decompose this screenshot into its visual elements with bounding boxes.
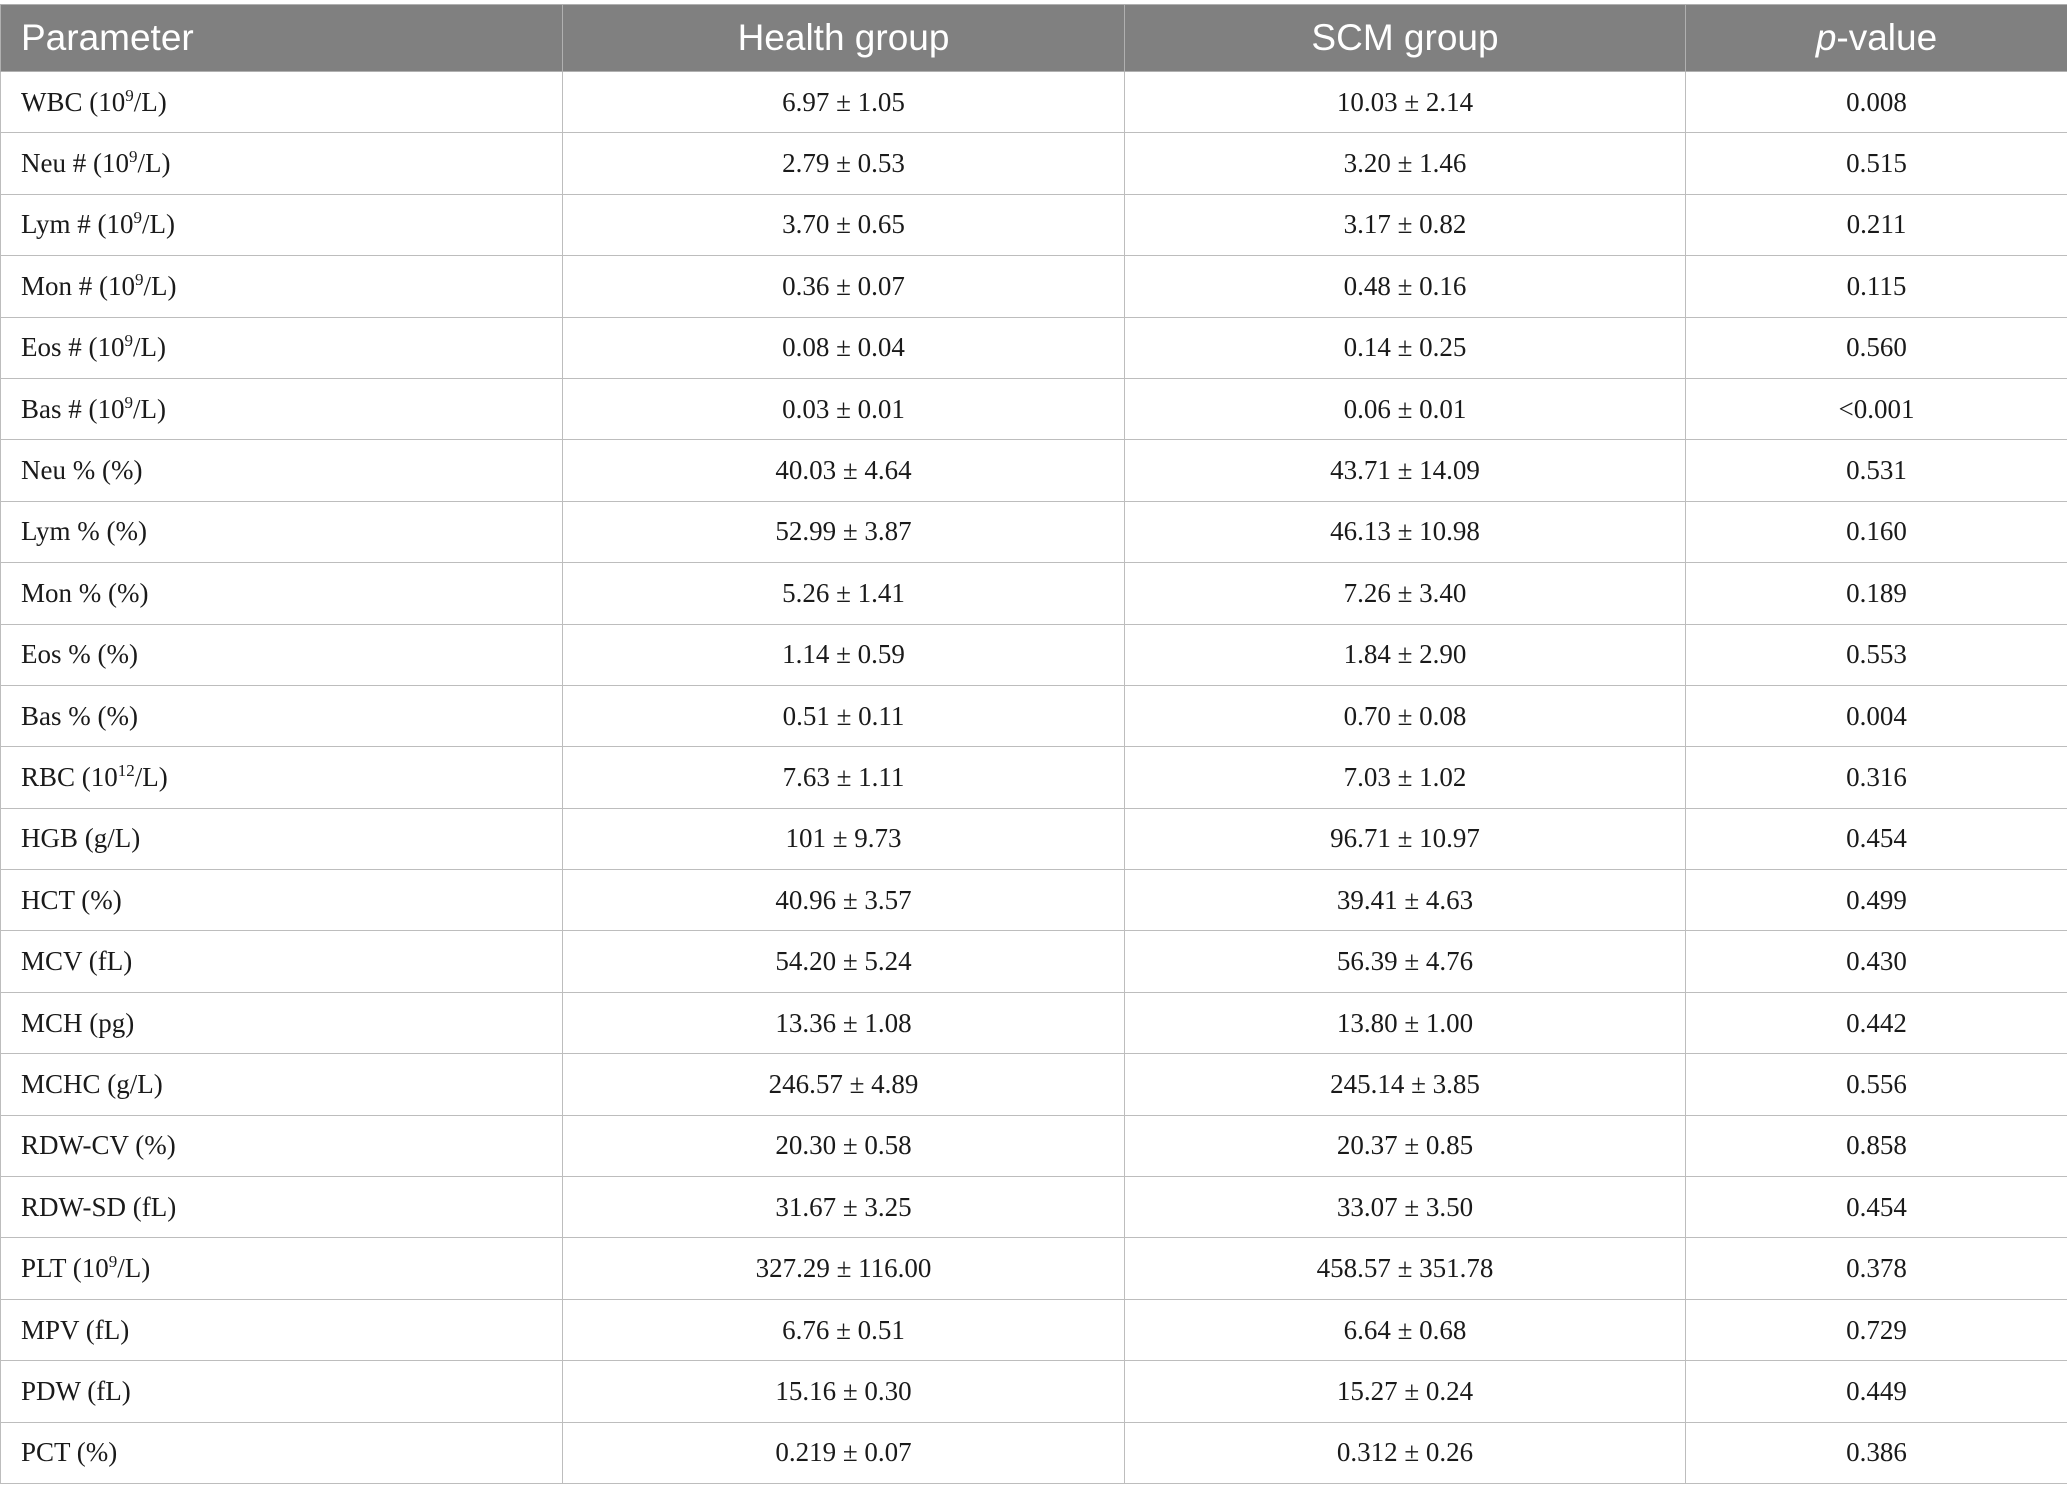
- scm-group-cell: 10.03 ± 2.14: [1125, 72, 1686, 133]
- parameter-name: HCT (%): [21, 884, 122, 915]
- scm-group-cell: 43.71 ± 14.09: [1125, 440, 1686, 501]
- scm-group-cell: 458.57 ± 351.78: [1125, 1238, 1686, 1299]
- p-value-cell: 0.189: [1686, 563, 2067, 624]
- health-group-cell: 15.16 ± 0.30: [563, 1361, 1125, 1422]
- parameter-unit-suffix: /L): [133, 332, 166, 363]
- p-value-cell: 0.442: [1686, 992, 2067, 1053]
- parameter-name: Neu % (%): [21, 455, 143, 486]
- table-row: [1, 624, 2067, 685]
- table-row: [1, 931, 2067, 992]
- parameter-name: Eos # (10: [21, 332, 125, 363]
- parameter-cell: [1, 194, 563, 255]
- scm-group-cell: 3.17 ± 0.82: [1125, 194, 1686, 255]
- scm-group-cell: 15.27 ± 0.24: [1125, 1361, 1686, 1422]
- parameter-cell: [1, 501, 563, 562]
- table-row: [1, 1299, 2067, 1360]
- table-row: [1, 317, 2067, 378]
- parameter-cell: [1, 1115, 563, 1176]
- p-value-cell: 0.454: [1686, 1177, 2067, 1238]
- table-row: [1, 685, 2067, 746]
- parameter-cell: [1, 624, 563, 685]
- scm-group-cell: 56.39 ± 4.76: [1125, 931, 1686, 992]
- parameter-name: Mon # (10: [21, 270, 135, 301]
- parameter-name: PCT (%): [21, 1437, 118, 1468]
- parameter-exponent: 9: [124, 331, 133, 351]
- p-value-cell: 0.556: [1686, 1054, 2067, 1115]
- health-group-cell: 52.99 ± 3.87: [563, 501, 1125, 562]
- health-group-cell: 0.03 ± 0.01: [563, 378, 1125, 439]
- parameter-unit-suffix: /L): [137, 148, 171, 179]
- parameter-exponent: 9: [124, 392, 133, 412]
- health-group-cell: 2.79 ± 0.53: [563, 133, 1125, 194]
- parameter-unit-suffix: /L): [143, 270, 177, 301]
- parameter-cell: [1, 317, 563, 378]
- header-scm-group: SCM group: [1125, 5, 1686, 72]
- p-value-cell: 0.449: [1686, 1361, 2067, 1422]
- parameter-unit-suffix: /L): [134, 761, 168, 792]
- parameter-cell: [1, 747, 563, 808]
- parameter-cell: [1, 1177, 563, 1238]
- parameter-name: Lym # (10: [21, 209, 134, 240]
- health-group-cell: 327.29 ± 116.00: [563, 1238, 1125, 1299]
- table-row: [1, 808, 2067, 869]
- table-row: [1, 440, 2067, 501]
- parameter-name: HGB (g/L): [21, 823, 141, 854]
- health-group-cell: 31.67 ± 3.25: [563, 1177, 1125, 1238]
- parameter-cell: [1, 440, 563, 501]
- p-value-cell: 0.430: [1686, 931, 2067, 992]
- parameter-exponent: 9: [135, 269, 144, 289]
- parameter-cell: [1, 133, 563, 194]
- p-value-cell: 0.160: [1686, 501, 2067, 562]
- table-row: [1, 256, 2067, 317]
- parameter-cell: [1, 563, 563, 624]
- scm-group-cell: 20.37 ± 0.85: [1125, 1115, 1686, 1176]
- parameter-exponent: 9: [128, 147, 138, 167]
- scm-group-cell: 0.70 ± 0.08: [1125, 685, 1686, 746]
- parameter-cell: [1, 992, 563, 1053]
- health-group-cell: 6.76 ± 0.51: [563, 1299, 1125, 1360]
- parameter-cell: [1, 931, 563, 992]
- parameter-name: RDW-CV (%): [21, 1130, 176, 1161]
- scm-group-cell: 0.312 ± 0.26: [1125, 1422, 1686, 1483]
- parameter-name: Lym % (%): [21, 516, 147, 547]
- header-p-rest: -value: [1836, 17, 1938, 58]
- table-row: [1, 1177, 2067, 1238]
- p-value-cell: 0.499: [1686, 870, 2067, 931]
- table-row: [1, 992, 2067, 1053]
- health-group-cell: 6.97 ± 1.05: [563, 72, 1125, 133]
- header-p-italic: p: [1815, 17, 1837, 58]
- p-value-cell: 0.553: [1686, 624, 2067, 685]
- parameter-unit-suffix: /L): [133, 393, 166, 424]
- health-group-cell: 1.14 ± 0.59: [563, 624, 1125, 685]
- scm-group-cell: 1.84 ± 2.90: [1125, 624, 1686, 685]
- parameter-cell: [1, 685, 563, 746]
- table-row: [1, 870, 2067, 931]
- parameter-exponent: 9: [133, 208, 142, 228]
- scm-group-cell: 7.03 ± 1.02: [1125, 747, 1686, 808]
- table-row: [1, 194, 2067, 255]
- table-row: [1, 1422, 2067, 1483]
- parameter-cell: [1, 1361, 563, 1422]
- table-row: [1, 72, 2067, 133]
- scm-group-cell: 0.06 ± 0.01: [1125, 378, 1686, 439]
- parameter-name: Mon % (%): [21, 577, 149, 608]
- table-header: [1, 5, 2067, 72]
- scm-group-cell: 3.20 ± 1.46: [1125, 133, 1686, 194]
- health-group-cell: 0.51 ± 0.11: [563, 685, 1125, 746]
- p-value-cell: 0.858: [1686, 1115, 2067, 1176]
- parameter-name: MCHC (g/L): [21, 1068, 163, 1099]
- scm-group-cell: 13.80 ± 1.00: [1125, 992, 1686, 1053]
- parameter-exponent: 9: [125, 85, 134, 105]
- parameter-name: PLT (10: [21, 1253, 109, 1284]
- parameter-exponent: 9: [108, 1252, 118, 1272]
- p-value-cell: 0.454: [1686, 808, 2067, 869]
- p-value-cell: 0.560: [1686, 317, 2067, 378]
- p-value-cell: 0.531: [1686, 440, 2067, 501]
- table-row: [1, 378, 2067, 439]
- p-value-cell: 0.386: [1686, 1422, 2067, 1483]
- table-row: [1, 747, 2067, 808]
- scm-group-cell: 33.07 ± 3.50: [1125, 1177, 1686, 1238]
- scm-group-cell: 46.13 ± 10.98: [1125, 501, 1686, 562]
- p-value-cell: 0.008: [1686, 72, 2067, 133]
- parameter-name: Eos % (%): [21, 639, 138, 670]
- data-table: [0, 4, 2067, 1484]
- health-group-cell: 0.36 ± 0.07: [563, 256, 1125, 317]
- parameter-name: MCV (fL): [21, 946, 133, 977]
- parameter-name: Neu # (10: [21, 148, 129, 179]
- scm-group-cell: 0.14 ± 0.25: [1125, 317, 1686, 378]
- parameter-unit-suffix: /L): [133, 86, 167, 117]
- table-row: [1, 1361, 2067, 1422]
- health-group-cell: 246.57 ± 4.89: [563, 1054, 1125, 1115]
- parameter-cell: [1, 1054, 563, 1115]
- scm-group-cell: 39.41 ± 4.63: [1125, 870, 1686, 931]
- parameter-name: MCH (pg): [21, 1007, 135, 1038]
- health-group-cell: 40.96 ± 3.57: [563, 870, 1125, 931]
- health-group-cell: 0.219 ± 0.07: [563, 1422, 1125, 1483]
- parameter-name: Bas % (%): [21, 700, 138, 731]
- parameter-unit-suffix: /L): [142, 209, 175, 240]
- health-group-cell: 0.08 ± 0.04: [563, 317, 1125, 378]
- scm-group-cell: 7.26 ± 3.40: [1125, 563, 1686, 624]
- table-row: [1, 1115, 2067, 1176]
- table-row: [1, 1054, 2067, 1115]
- parameter-unit-suffix: /L): [117, 1253, 151, 1284]
- parameter-exponent: 12: [117, 760, 135, 780]
- parameter-name: WBC (10: [21, 86, 126, 117]
- p-value-cell: 0.729: [1686, 1299, 2067, 1360]
- scm-group-cell: 6.64 ± 0.68: [1125, 1299, 1686, 1360]
- parameter-cell: [1, 870, 563, 931]
- header-health-group: Health group: [563, 5, 1125, 72]
- parameter-name: Bas # (10: [21, 393, 125, 424]
- p-value-cell: 0.211: [1686, 194, 2067, 255]
- scm-group-cell: 245.14 ± 3.85: [1125, 1054, 1686, 1115]
- p-value-cell: 0.378: [1686, 1238, 2067, 1299]
- parameter-cell: [1, 1422, 563, 1483]
- table-row: [1, 133, 2067, 194]
- p-value-cell: <0.001: [1686, 378, 2067, 439]
- parameter-cell: [1, 1238, 563, 1299]
- table-row: [1, 563, 2067, 624]
- parameter-cell: [1, 1299, 563, 1360]
- p-value-cell: 0.115: [1686, 256, 2067, 317]
- health-group-cell: 3.70 ± 0.65: [563, 194, 1125, 255]
- parameter-name: RDW-SD (fL): [21, 1191, 177, 1222]
- parameter-name: PDW (fL): [21, 1375, 131, 1406]
- parameter-name: MPV (fL): [21, 1314, 130, 1345]
- health-group-cell: 101 ± 9.73: [563, 808, 1125, 869]
- health-group-cell: 20.30 ± 0.58: [563, 1115, 1125, 1176]
- header-parameter: Parameter: [1, 5, 563, 72]
- scm-group-cell: 96.71 ± 10.97: [1125, 808, 1686, 869]
- health-group-cell: 54.20 ± 5.24: [563, 931, 1125, 992]
- health-group-cell: 40.03 ± 4.64: [563, 440, 1125, 501]
- parameter-cell: [1, 808, 563, 869]
- header-p-value: [1686, 5, 2067, 72]
- p-value-cell: 0.004: [1686, 685, 2067, 746]
- p-value-cell: 0.316: [1686, 747, 2067, 808]
- parameter-cell: [1, 72, 563, 133]
- parameter-cell: [1, 256, 563, 317]
- parameter-name: RBC (10: [21, 761, 118, 792]
- table-body: [1, 72, 2067, 1484]
- health-group-cell: 5.26 ± 1.41: [563, 563, 1125, 624]
- scm-group-cell: 0.48 ± 0.16: [1125, 256, 1686, 317]
- table-row: [1, 1238, 2067, 1299]
- table-row: [1, 501, 2067, 562]
- parameter-cell: [1, 378, 563, 439]
- health-group-cell: 7.63 ± 1.11: [563, 747, 1125, 808]
- health-group-cell: 13.36 ± 1.08: [563, 992, 1125, 1053]
- p-value-cell: 0.515: [1686, 133, 2067, 194]
- header-row: [1, 5, 2067, 72]
